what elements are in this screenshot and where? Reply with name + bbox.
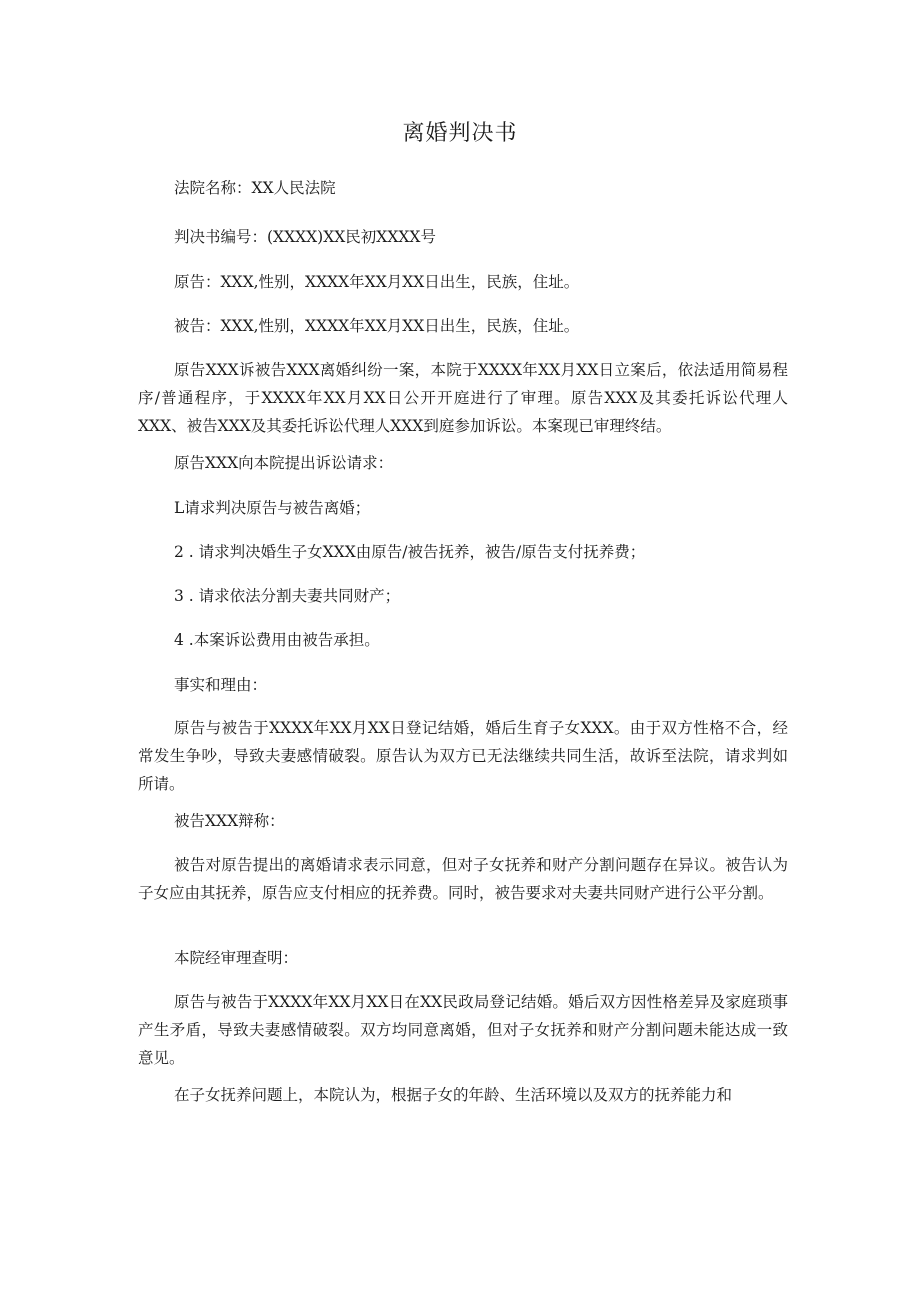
claim-item-4: 4 .本案诉讼费用由被告承担。: [174, 631, 380, 649]
claim-item-1: L请求判决原告与被告离婚；: [174, 499, 371, 517]
judgment-number: 判决书编号：(XXXX)XX民初XXXX号: [174, 228, 436, 246]
court-name: 法院名称：XX人民法院: [174, 179, 336, 197]
defense-heading: 被告XXX辩称：: [174, 812, 285, 830]
claim-item-2: 2 . 请求判决婚生子女XXX由原告/被告抚养，被告/原告支付抚养费；: [174, 543, 646, 561]
findings-paragraph: 原告与被告于XXXX年XX月XX日在XX民政局登记结婚。婚后双方因性格差异及家庭琐事产生矛盾，导致夫妻感情破裂。双方均同意离婚，但对子女抚养和财产分割问题未能达成一致意见。: [138, 993, 788, 1067]
claim-item-3: 3 . 请求依法分割夫妻共同财产；: [174, 587, 401, 605]
case-intro-paragraph: 原告XXX诉被告XXX离婚纠纷一案，本院于XXXX年XX月XX日立案后，依法适用简易程序/普通程序，于XXXX年XX月XX日公开开庭进行了审理。原告XXX及其委托诉讼代理人XXX、被告XXX及其委托诉讼代理人XXX到庭参加诉讼。本案现已审理终结。: [138, 361, 788, 435]
facts-paragraph: 原告与被告于XXXX年XX月XX日登记结婚，婚后生育子女XXX。由于双方性格不合，经常发生争吵，导致夫妻感情破裂。原告认为双方已无法继续共同生活，故诉至法院，请求判如所请。: [138, 719, 788, 793]
document-title: 离婚判决书: [402, 121, 518, 146]
defense-paragraph: 被告对原告提出的离婚请求表示同意，但对子女抚养和财产分割问题存在异议。被告认为子女应由其抚养，原告应支付相应的抚养费。同时，被告要求对夫妻共同财产进行公平分割。: [138, 856, 788, 902]
defendant-info: 被告：XXX,性别，XXXX年XX月XX日出生，民族，住址。: [174, 317, 580, 335]
claims-heading: 原告XXX向本院提出诉讼请求：: [174, 454, 394, 472]
plaintiff-info: 原告：XXX,性别，XXXX年XX月XX日出生，民族，住址。: [174, 273, 580, 291]
facts-heading: 事实和理由：: [174, 676, 268, 694]
opinion-paragraph: 在子女抚养问题上，本院认为，根据子女的年龄、生活环境以及双方的抚养能力和: [174, 1086, 733, 1104]
findings-heading: 本院经审理查明：: [174, 949, 299, 967]
